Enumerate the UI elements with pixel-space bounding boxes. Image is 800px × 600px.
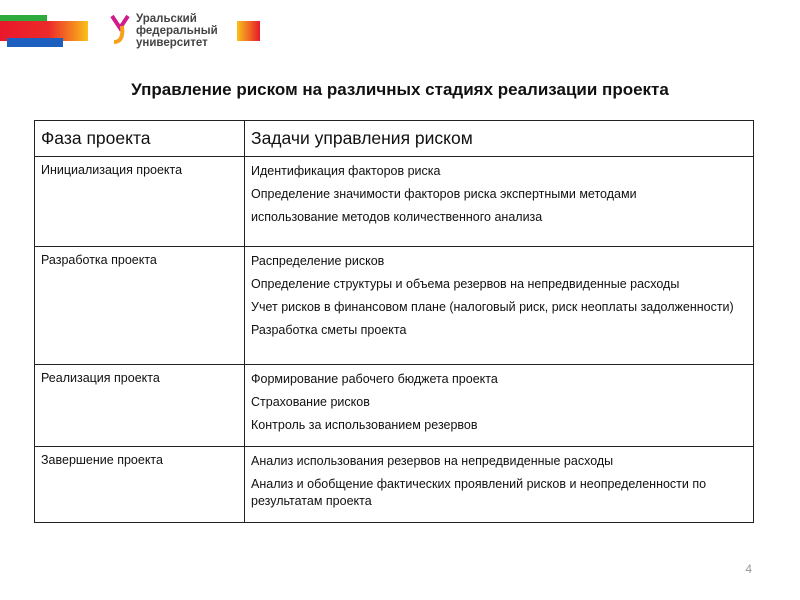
- tasks-cell: [245, 365, 754, 447]
- page-number: 4: [745, 562, 752, 576]
- task-item: Разработка сметы проекта: [251, 323, 407, 337]
- task-item: Идентификация факторов риска: [251, 164, 441, 178]
- slide-title: Управление риском на различных стадиях реализации проекта: [131, 80, 669, 99]
- risk-management-table: [34, 120, 754, 523]
- table-row: [35, 247, 754, 365]
- university-logo-icon: [110, 14, 132, 46]
- tasks-cell: [245, 247, 754, 365]
- university-logo-text: [136, 13, 218, 49]
- tasks-cell: [245, 447, 754, 523]
- phase-cell: Реализация проекта: [35, 365, 245, 447]
- task-item: Учет рисков в финансовом плане (налоговый риск, риск неоплаты задолженности): [251, 300, 734, 314]
- column-header-tasks: Задачи управления риском: [245, 121, 754, 157]
- logo-stripe-right: [237, 21, 260, 41]
- table-row: [35, 365, 754, 447]
- phase-cell: Инициализация проекта: [35, 157, 245, 247]
- task-item: Контроль за использованием резервов: [251, 418, 478, 432]
- tasks-cell: [245, 157, 754, 247]
- task-item: Определение значимости факторов риска экспертными методами: [251, 187, 637, 201]
- phase-cell: Завершение проекта: [35, 447, 245, 523]
- task-item: использование методов количественного анализа: [251, 210, 543, 224]
- table-header-row: [35, 121, 754, 157]
- task-item: Формирование рабочего бюджета проекта: [251, 372, 498, 386]
- task-item: Анализ и обобщение фактических проявлений рисков и неопределенности по результатам проекта: [251, 477, 707, 508]
- logo-line: федеральный: [136, 25, 218, 37]
- logo-line: Уральский: [136, 13, 197, 25]
- task-item: Анализ использования резервов на непредвиденные расходы: [251, 454, 614, 468]
- task-item: Страхование рисков: [251, 395, 370, 409]
- logo-line: университет: [136, 37, 208, 49]
- task-item: Определение структуры и объема резервов на непредвиденные расходы: [251, 277, 680, 291]
- table-row: [35, 447, 754, 523]
- phase-cell: Разработка проекта: [35, 247, 245, 365]
- column-header-phase: Фаза проекта: [35, 121, 245, 157]
- task-item: Распределение рисков: [251, 254, 385, 268]
- table-row: [35, 157, 754, 247]
